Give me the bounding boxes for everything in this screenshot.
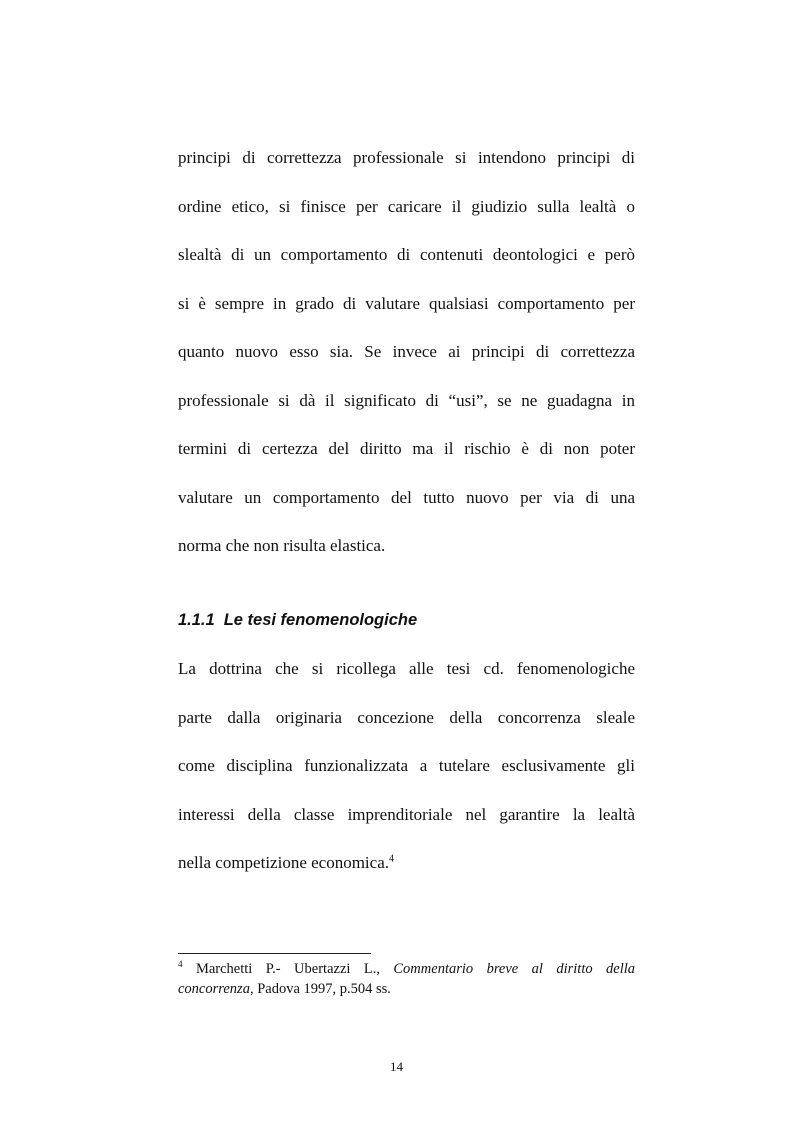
page-number: 14 [390, 1059, 403, 1074]
footnote-separator [178, 953, 371, 954]
paragraph-line: parte dalla originaria concezione della concorrenza sleale [178, 707, 635, 727]
footnote-marker: 4 [178, 959, 183, 970]
paragraph-line: quanto nuovo esso sia. Se invece ai principi di correttezza [178, 342, 635, 361]
paragraph-line-text: nella competizione economica. [178, 853, 389, 872]
footnote-title-part1: Commentario breve al diritto della [393, 961, 636, 977]
footnote-authors: Marchetti P.- Ubertazzi L., [195, 961, 380, 977]
body-paragraph-1 [178, 134, 635, 571]
paragraph-line: interessi della classe imprenditoriale nel garantire la lealtà [178, 804, 635, 824]
paragraph-line: si è sempre in grado di valutare qualsiasi comportamento per [178, 293, 635, 313]
paragraph-line-with-footnote [178, 839, 635, 888]
footnote-title-part2: concorrenza [178, 981, 250, 997]
body-paragraph-2 [178, 645, 635, 888]
section-heading [178, 611, 417, 630]
section-number: 1.1.1 [178, 611, 215, 629]
footnote-reference[interactable]: 4 [389, 853, 394, 865]
footnote-line [178, 959, 635, 979]
section-title: Le tesi fenomenologiche [223, 611, 418, 629]
paragraph-line: valutare un comportamento del tutto nuovo per via di una [178, 487, 635, 507]
paragraph-line: ordine etico, si finisce per caricare il giudizio sulla lealtà o [178, 196, 635, 216]
footnote [178, 959, 635, 999]
footnote-rest: , Padova 1997, p.504 ss. [249, 981, 391, 997]
paragraph-line: slealtà di un comportamento di contenuti deontologici e però [178, 245, 635, 264]
paragraph-line: La dottrina che si ricollega alle tesi cd. fenomenologiche [178, 659, 635, 678]
paragraph-line: professionale si dà il significato di “usi”, se ne guadagna in [178, 390, 635, 410]
paragraph-line: norma che non risulta elastica. [178, 536, 386, 555]
paragraph-line: come disciplina funzionalizzata a tutelare esclusivamente gli [178, 756, 635, 775]
paragraph-line: principi di correttezza professionale si intendono principi di [178, 148, 635, 167]
paragraph-line: termini di certezza del diritto ma il rischio è di non poter [178, 439, 635, 458]
footnote-line [178, 979, 635, 999]
